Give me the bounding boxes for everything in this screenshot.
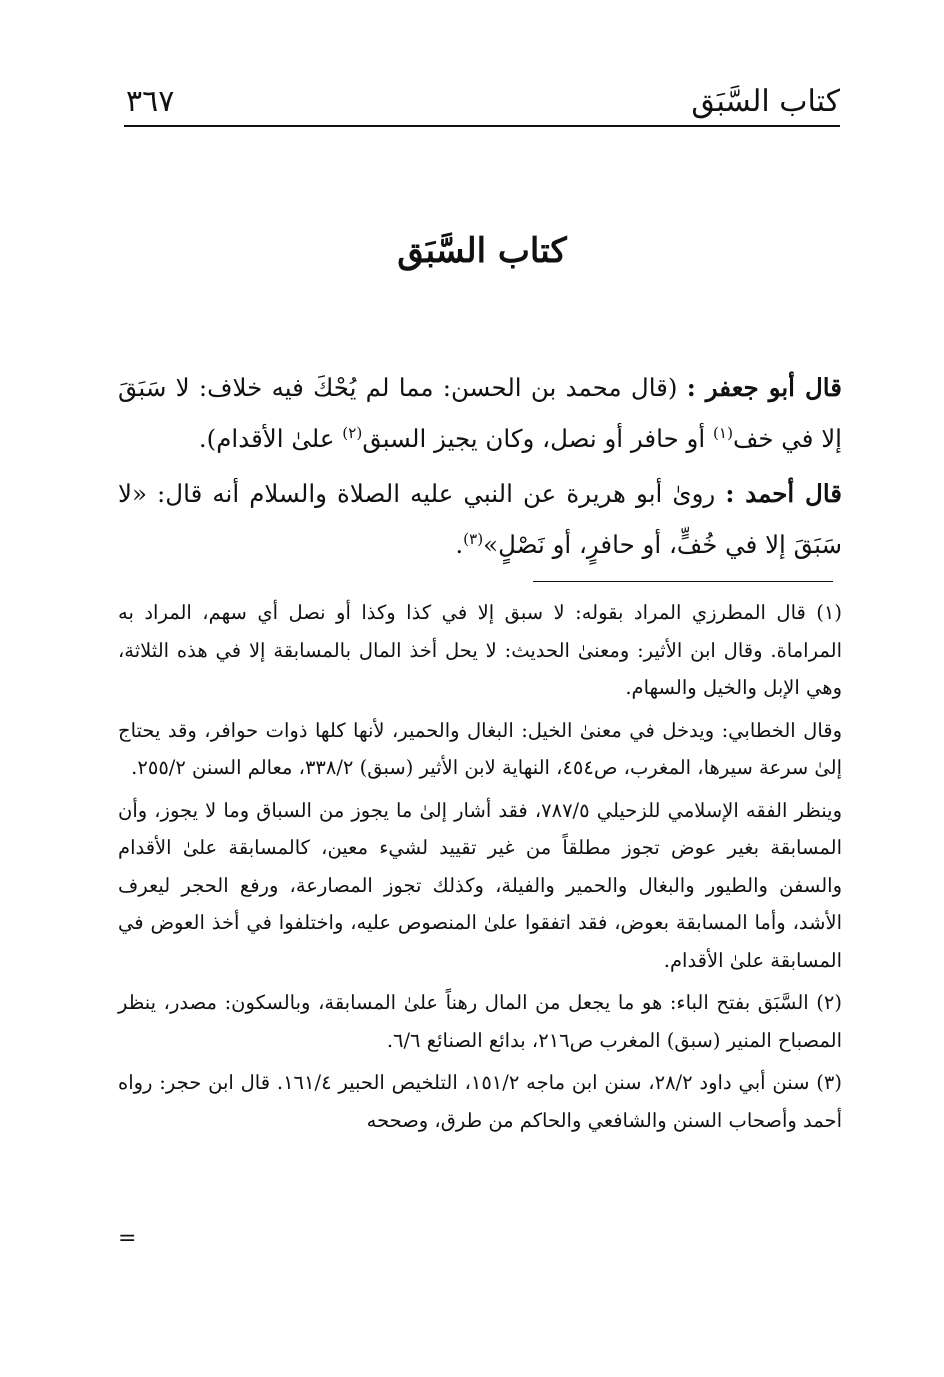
speaker-abu-jafar: قال أبو جعفر : xyxy=(686,373,842,402)
footnote-ref-2: (٢) xyxy=(342,423,363,442)
footnote-ref-1: (١) xyxy=(712,423,733,442)
header-rule xyxy=(124,125,840,127)
main-text xyxy=(118,362,842,574)
page-number: ٣٦٧ xyxy=(126,84,175,119)
para1-text-c: علىٰ الأقدام). xyxy=(198,424,343,453)
footnotes xyxy=(118,594,842,1144)
continuation-mark: = xyxy=(118,1226,137,1251)
main-paragraph-2 xyxy=(118,468,842,570)
speaker-ahmad: قال أحمد : xyxy=(725,479,842,508)
footnote-ref-3: (٣) xyxy=(463,529,484,548)
footnote-separator xyxy=(533,581,833,582)
footnote-3: (٣) سنن أبي داود ٢٨/٢، سنن ابن ماجه ١٥١/٢، التلخيص الحبير ١٦١/٤. قال ابن حجر: رواه أحمد وأصحاب السنن والشافعي والحاكم من طرق، وصححه xyxy=(118,1071,842,1132)
chapter-title: كتاب السَّبَق xyxy=(397,231,567,271)
page-header xyxy=(124,82,840,128)
footnote-1-further: وينظر الفقه الإسلامي للزحيلي ٧٨٧/٥، فقد أشار إلىٰ ما يجوز من السباق وما لا يجوز، وأن المسابقة بغير عوض تجوز مطلقاً من غير تقييد لشيء معين، كالمسابقة علىٰ الأقدام والسفن والطيور والبغال والحمير والفيلة، وكذلك تجوز المصارعة، ورفع الحجر ليعرف الأشد، وأما المسابقة بعوض، فقد اتفقوا علىٰ المنصوص عليه، واختلفوا في أخذ العوض في المسابقة علىٰ الأقدام. xyxy=(118,798,842,972)
para2-text-b: . xyxy=(455,530,464,559)
footnote-1-continued: وقال الخطابي: ويدخل في معنىٰ الخيل: البغال والحمير، لأنها كلها ذوات حوافر، وقد يحتاج إلىٰ سرعة سيرها، المغرب، ص٤٥٤، النهاية لابن الأثير (سبق) ٣٣٨/٢، معالم السنن ٢٥٥/٢. xyxy=(118,718,842,779)
footnote-2: (٢) السَّبَق بفتح الباء: هو ما يجعل من المال رهناً علىٰ المسابقة، وبالسكون: مصدر، ينظر المصباح المنير (سبق) المغرب ص٢١٦، بدائع الصنائع ٦/٦. xyxy=(118,991,842,1052)
para1-text-a: (قال محمد بن الحسن: مما لم يُحْكَ فيه خلاف: لا سَبَقَ إلا في خف xyxy=(118,373,842,453)
main-paragraph-1 xyxy=(118,362,842,464)
para2-text-a: رویٰ أبو هريرة عن النبي عليه الصلاة والسلام أنه قال: «لا سَبَقَ إلا في خُفٍّ، أو حافرٍ، أو نَصْلٍ» xyxy=(118,479,842,559)
para1-text-b: أو حافر أو نصل، وكان يجيز السبق xyxy=(362,424,713,453)
running-title: كتاب السَّبَق xyxy=(691,84,840,119)
footnote-1: (١) قال المطرزي المراد بقوله: لا سبق إلا في كذا وكذا أو نصل أي سهم، المراد به المراماة. وقال ابن الأثير: ومعنىٰ الحديث: لا يحل أخذ المال بالمسابقة إلا في هذه الثلاثة، وهي الإبل والخيل والسهام. xyxy=(118,601,842,699)
